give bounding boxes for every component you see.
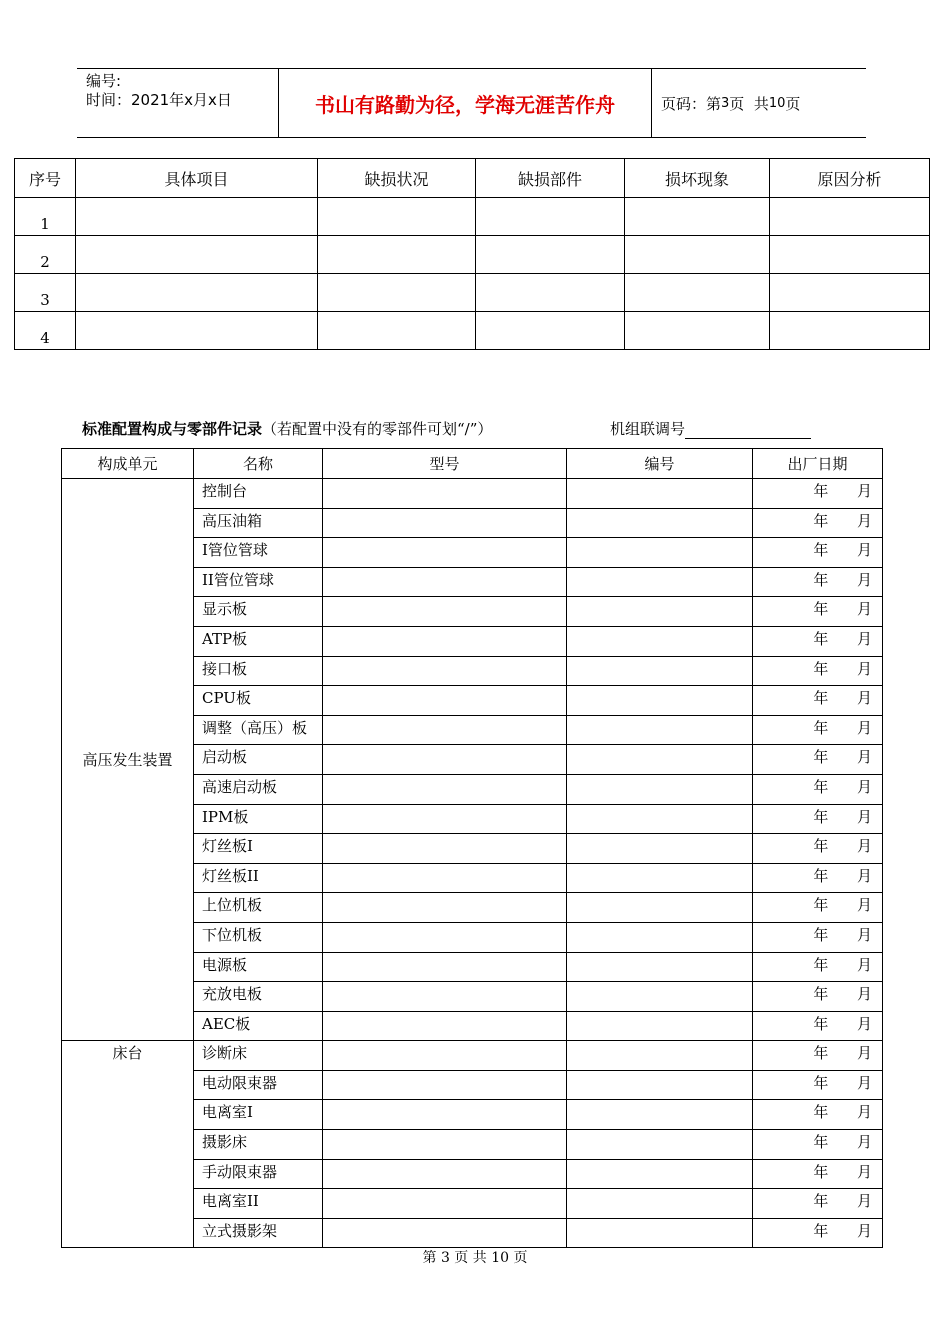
serial-cell[interactable] [567, 538, 753, 568]
model-cell[interactable] [323, 1070, 567, 1100]
date-cell[interactable]: 年 月 [753, 834, 883, 864]
date-cell[interactable]: 年 月 [753, 479, 883, 509]
col-header: 名称 [194, 449, 323, 479]
section-title [82, 418, 492, 439]
table-row [15, 198, 930, 236]
model-cell[interactable] [323, 656, 567, 686]
model-cell[interactable] [323, 893, 567, 923]
component-name: 调整（高压）板 [194, 715, 323, 745]
model-cell[interactable] [323, 745, 567, 775]
component-name: 电源板 [194, 952, 323, 982]
serial-cell[interactable] [567, 1159, 753, 1189]
page-prefix: 页码：第 [661, 94, 722, 113]
serial-cell[interactable] [567, 656, 753, 686]
config-table-header [62, 449, 883, 479]
component-name: 显示板 [194, 597, 323, 627]
date-cell[interactable]: 年 月 [753, 952, 883, 982]
date-cell[interactable]: 年 月 [753, 1011, 883, 1041]
component-name: 下位机板 [194, 922, 323, 952]
serial-cell[interactable] [567, 508, 753, 538]
table-row [15, 236, 930, 274]
motto: 书山有路勤为径，学海无涯苦作舟 [315, 92, 615, 117]
blank-cell[interactable] [318, 274, 476, 312]
unit-cell: 床台 [62, 1041, 194, 1248]
model-cell[interactable] [323, 774, 567, 804]
date-cell[interactable]: 年 月 [753, 774, 883, 804]
date-cell[interactable]: 年 月 [753, 626, 883, 656]
component-name: 灯丝板II [194, 863, 323, 893]
date-cell[interactable]: 年 月 [753, 1041, 883, 1071]
blank-cell[interactable] [770, 198, 930, 236]
blank-cell[interactable] [476, 312, 625, 350]
col-header: 序号 [15, 159, 76, 198]
model-cell[interactable] [323, 982, 567, 1012]
serial-cell[interactable] [567, 1100, 753, 1130]
serial-cell[interactable] [567, 715, 753, 745]
date-cell[interactable]: 年 月 [753, 922, 883, 952]
date-cell[interactable]: 年 月 [753, 508, 883, 538]
date-cell[interactable]: 年 月 [753, 1100, 883, 1130]
component-name: 控制台 [194, 479, 323, 509]
blank-cell[interactable] [770, 236, 930, 274]
model-cell[interactable] [323, 952, 567, 982]
serial-cell[interactable] [567, 1070, 753, 1100]
model-cell[interactable] [323, 1159, 567, 1189]
serial-cell[interactable] [567, 952, 753, 982]
page-total: 10 [768, 95, 786, 111]
date-cell[interactable]: 年 月 [753, 1159, 883, 1189]
date-cell[interactable]: 年 月 [753, 656, 883, 686]
row-number: 4 [15, 312, 76, 350]
date-cell[interactable]: 年 月 [753, 686, 883, 716]
serial-cell[interactable] [567, 982, 753, 1012]
serial-cell[interactable] [567, 893, 753, 923]
model-cell[interactable] [323, 597, 567, 627]
date-cell[interactable]: 年 月 [753, 1130, 883, 1160]
unit-number-field [610, 418, 811, 439]
component-name: 手动限束器 [194, 1159, 323, 1189]
date-cell[interactable]: 年 月 [753, 863, 883, 893]
component-name: 高压油箱 [194, 508, 323, 538]
blank-cell[interactable] [770, 312, 930, 350]
serial-cell[interactable] [567, 567, 753, 597]
page-header [77, 68, 866, 138]
blank-cell[interactable] [318, 198, 476, 236]
model-cell[interactable] [323, 1189, 567, 1219]
model-cell[interactable] [323, 715, 567, 745]
blank-cell[interactable] [625, 274, 770, 312]
unit-number-blank[interactable] [685, 424, 811, 439]
section-title-bold: 标准配置构成与零部件记录 [82, 420, 263, 438]
blank-cell[interactable] [76, 236, 318, 274]
date-cell[interactable]: 年 月 [753, 893, 883, 923]
serial-cell[interactable] [567, 804, 753, 834]
model-cell[interactable] [323, 508, 567, 538]
date-cell[interactable]: 年 月 [753, 715, 883, 745]
serial-cell[interactable] [567, 1130, 753, 1160]
model-cell[interactable] [323, 538, 567, 568]
number-label: 编号: [86, 72, 122, 90]
date-cell[interactable]: 年 月 [753, 1189, 883, 1219]
blank-cell[interactable] [76, 312, 318, 350]
model-cell[interactable] [323, 1130, 567, 1160]
col-header: 构成单元 [62, 449, 194, 479]
serial-cell[interactable] [567, 626, 753, 656]
blank-cell[interactable] [625, 198, 770, 236]
page-indicator [661, 69, 800, 137]
model-cell[interactable] [323, 686, 567, 716]
date-cell[interactable]: 年 月 [753, 804, 883, 834]
component-name: IPM板 [194, 804, 323, 834]
serial-cell[interactable] [567, 1189, 753, 1219]
model-cell[interactable] [323, 834, 567, 864]
component-name: AEC板 [194, 1011, 323, 1041]
serial-cell[interactable] [567, 686, 753, 716]
component-name: ATP板 [194, 626, 323, 656]
component-name: 电动限束器 [194, 1070, 323, 1100]
page-suffix: 页 [785, 94, 801, 113]
component-name: 灯丝板I [194, 834, 323, 864]
serial-cell[interactable] [567, 479, 753, 509]
row-number: 3 [15, 274, 76, 312]
blank-cell[interactable] [76, 274, 318, 312]
page-footer: 第 3 页 共 10 页 [422, 1250, 528, 1266]
model-cell[interactable] [323, 922, 567, 952]
table-row [62, 479, 883, 509]
blank-cell[interactable] [318, 236, 476, 274]
table-row [15, 274, 930, 312]
model-cell[interactable] [323, 863, 567, 893]
col-header: 编号 [567, 449, 753, 479]
component-name: 摄影床 [194, 1130, 323, 1160]
component-name: 上位机板 [194, 893, 323, 923]
col-header: 缺损部件 [476, 159, 625, 198]
defect-table-header [15, 159, 930, 198]
time-label: 时间：2021年x月x日 [86, 91, 232, 109]
model-cell[interactable] [323, 1011, 567, 1041]
date-cell[interactable]: 年 月 [753, 982, 883, 1012]
table-row [62, 1041, 883, 1071]
component-name: I管位管球 [194, 538, 323, 568]
model-cell[interactable] [323, 1041, 567, 1071]
blank-cell[interactable] [476, 198, 625, 236]
date-cell[interactable]: 年 月 [753, 745, 883, 775]
col-header: 缺损状况 [318, 159, 476, 198]
section-title-note: （若配置中没有的零部件可划“/”） [262, 420, 493, 438]
serial-cell[interactable] [567, 745, 753, 775]
defect-table [14, 158, 930, 350]
col-header: 具体项目 [76, 159, 318, 198]
row-number: 2 [15, 236, 76, 274]
col-header: 型号 [323, 449, 567, 479]
date-cell[interactable]: 年 月 [753, 567, 883, 597]
serial-cell[interactable] [567, 597, 753, 627]
serial-cell[interactable] [567, 922, 753, 952]
model-cell[interactable] [323, 567, 567, 597]
blank-cell[interactable] [625, 312, 770, 350]
blank-cell[interactable] [476, 274, 625, 312]
blank-cell[interactable] [76, 198, 318, 236]
model-cell[interactable] [323, 1218, 567, 1248]
model-cell[interactable] [323, 1100, 567, 1130]
serial-cell[interactable] [567, 1011, 753, 1041]
model-cell[interactable] [323, 479, 567, 509]
page-current: 3 [721, 95, 730, 111]
blank-cell[interactable] [476, 236, 625, 274]
component-name: 高速启动板 [194, 774, 323, 804]
component-name: 立式摄影架 [194, 1218, 323, 1248]
row-number: 1 [15, 198, 76, 236]
component-name: CPU板 [194, 686, 323, 716]
config-table [61, 448, 883, 1248]
col-header: 出厂日期 [753, 449, 883, 479]
blank-cell[interactable] [770, 274, 930, 312]
date-cell[interactable]: 年 月 [753, 597, 883, 627]
component-name: 启动板 [194, 745, 323, 775]
date-cell[interactable]: 年 月 [753, 1218, 883, 1248]
serial-cell[interactable] [567, 1041, 753, 1071]
serial-cell[interactable] [567, 1218, 753, 1248]
component-name: 充放电板 [194, 982, 323, 1012]
component-name: 诊断床 [194, 1041, 323, 1071]
component-name: 电离室II [194, 1189, 323, 1219]
unit-cell: 高压发生装置 [62, 479, 194, 1041]
unit-number-label: 机组联调号 [610, 420, 686, 438]
date-cell[interactable]: 年 月 [753, 538, 883, 568]
blank-cell[interactable] [318, 312, 476, 350]
serial-cell[interactable] [567, 774, 753, 804]
header-meta [86, 72, 232, 110]
serial-cell[interactable] [567, 863, 753, 893]
serial-cell[interactable] [567, 834, 753, 864]
model-cell[interactable] [323, 804, 567, 834]
blank-cell[interactable] [625, 236, 770, 274]
page-mid: 页 共 [729, 94, 769, 113]
table-row [15, 312, 930, 350]
date-cell[interactable]: 年 月 [753, 1070, 883, 1100]
component-name: 电离室I [194, 1100, 323, 1130]
component-name: II管位管球 [194, 567, 323, 597]
col-header: 原因分析 [770, 159, 930, 198]
model-cell[interactable] [323, 626, 567, 656]
col-header: 损坏现象 [625, 159, 770, 198]
component-name: 接口板 [194, 656, 323, 686]
